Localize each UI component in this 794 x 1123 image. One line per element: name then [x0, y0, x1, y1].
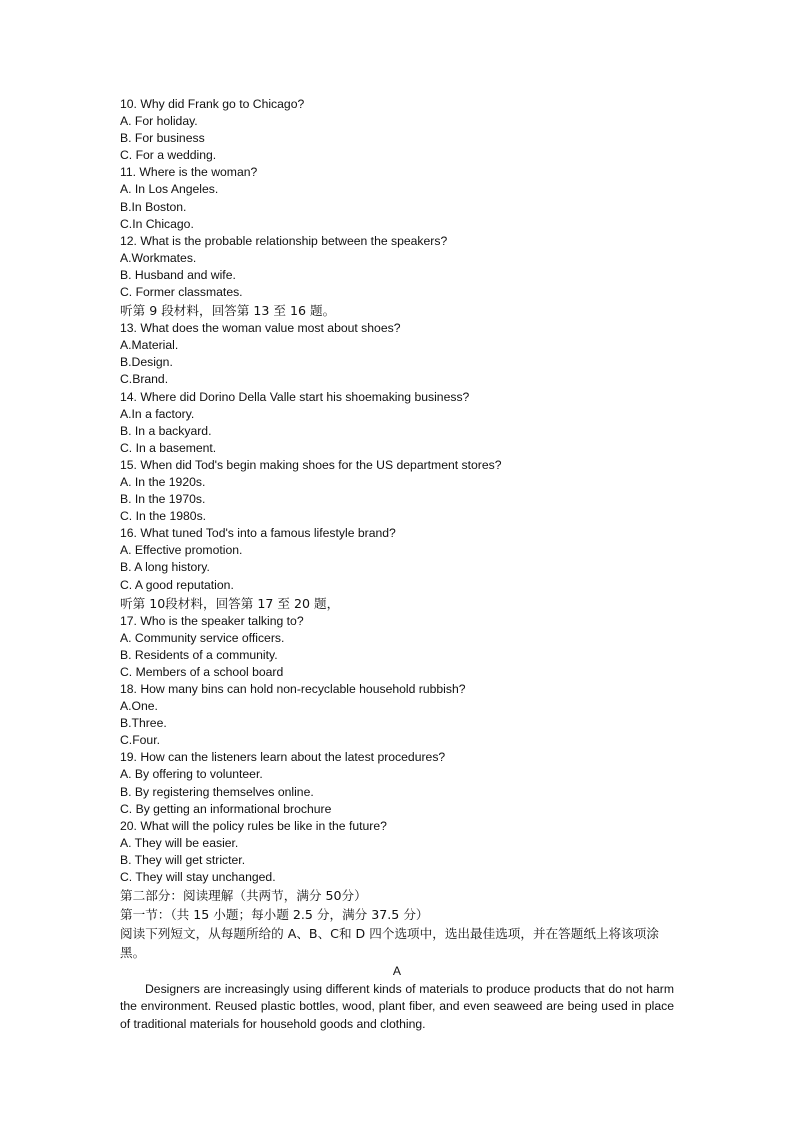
- question-text: 18. How many bins can hold non-recyclable household rubbish?: [120, 682, 466, 696]
- option-a: A. For holiday.: [120, 114, 198, 129]
- option-b: B.In Boston.: [120, 199, 187, 214]
- option-a: A. They will be easier.: [120, 835, 239, 850]
- question-12: [120, 233, 674, 301]
- option-c: C. A good reputation.: [120, 577, 234, 592]
- question-text: 16. What tuned Tod's into a famous lifestyle brand?: [120, 526, 396, 541]
- option-a: A. In the 1920s.: [120, 474, 206, 489]
- option-b: B. Residents of a community.: [120, 647, 278, 662]
- option-c: C. In the 1980s.: [120, 509, 207, 524]
- option-c: C.Brand.: [120, 372, 169, 387]
- option-b: B. A long history.: [120, 560, 210, 575]
- question-text: 19. How can the listeners learn about the latest procedures?: [120, 750, 446, 765]
- passage-paragraph: Designers are increasingly using different kinds of materials to produce products that do not harm the environment. Reused plastic bottles, wood, plant fiber, and even seaweed are being used in place of traditional materials for household goods and clothing.: [120, 982, 674, 1031]
- question-17: [120, 613, 674, 681]
- question-20: [120, 818, 674, 886]
- option-b: B. In the 1970s.: [120, 492, 206, 507]
- option-c: C. Members of a school board: [120, 664, 284, 679]
- question-text: 11. Where is the woman?: [120, 165, 258, 180]
- option-a: A. In Los Angeles.: [120, 182, 219, 197]
- option-b: B.Design.: [120, 355, 173, 370]
- option-c: C.In Chicago.: [120, 216, 194, 231]
- option-c: C. For a wedding.: [120, 148, 217, 163]
- question-13: [120, 320, 674, 388]
- question-10: [120, 96, 674, 164]
- option-a: A.Workmates.: [120, 250, 197, 265]
- option-b: B. In a backyard.: [120, 423, 212, 438]
- question-text: 14. Where did Dorino Della Valle start his shoemaking business?: [120, 389, 470, 404]
- option-b: B. By registering themselves online.: [120, 784, 314, 799]
- option-b: B. They will get stricter.: [120, 852, 246, 867]
- question-text: 20. What will the policy rules be like in the future?: [120, 818, 387, 833]
- listening-instruction-10: 听第 10段材料，回答第 17 至 20 题，: [120, 595, 340, 611]
- listening-instruction-9: 听第 9 段材料，回答第 13 至 16 题。: [120, 303, 336, 319]
- question-11: [120, 164, 674, 232]
- question-text: 10. Why did Frank go to Chicago?: [120, 97, 305, 111]
- option-a: A. Community service officers.: [120, 630, 285, 645]
- option-a: A. By offering to volunteer.: [120, 767, 263, 782]
- option-c: C. Former classmates.: [120, 285, 243, 300]
- option-c: C. In a basement.: [120, 440, 217, 455]
- option-a: A.In a factory.: [120, 406, 195, 421]
- reading-instruction: 阅读下列短文，从每题所给的 A、B、C和 D 四个选项中，选出最佳选项，并在答题纸上将该项涂黑。: [120, 926, 659, 961]
- part2-title: 第二部分：阅读理解（共两节，满分 50分）: [120, 888, 367, 904]
- passage-letter: A: [392, 964, 402, 979]
- question-text: 12. What is the probable relationship between the speakers?: [120, 233, 448, 248]
- question-18: [120, 681, 674, 749]
- option-b: B.Three.: [120, 716, 167, 731]
- option-c: C.Four.: [120, 733, 160, 748]
- option-b: B. Husband and wife.: [120, 267, 236, 282]
- question-15: [120, 457, 674, 525]
- question-text: 15. When did Tod's begin making shoes for the US department stores?: [120, 457, 502, 472]
- question-14: [120, 389, 674, 457]
- option-a: A.One.: [120, 699, 158, 714]
- exam-page: [120, 96, 674, 1033]
- option-a: A. Effective promotion.: [120, 543, 243, 558]
- question-text: 13. What does the woman value most about shoes?: [120, 321, 401, 336]
- option-a: A.Material.: [120, 338, 179, 353]
- option-b: B. For business: [120, 131, 205, 146]
- question-19: [120, 749, 674, 817]
- question-text: 17. Who is the speaker talking to?: [120, 613, 304, 628]
- section1-title: 第一节：（共 15 小题；每小题 2.5 分，满分 37.5 分）: [120, 907, 429, 923]
- option-c: C. By getting an informational brochure: [120, 801, 332, 816]
- option-c: C. They will stay unchanged.: [120, 870, 276, 885]
- question-16: [120, 525, 674, 593]
